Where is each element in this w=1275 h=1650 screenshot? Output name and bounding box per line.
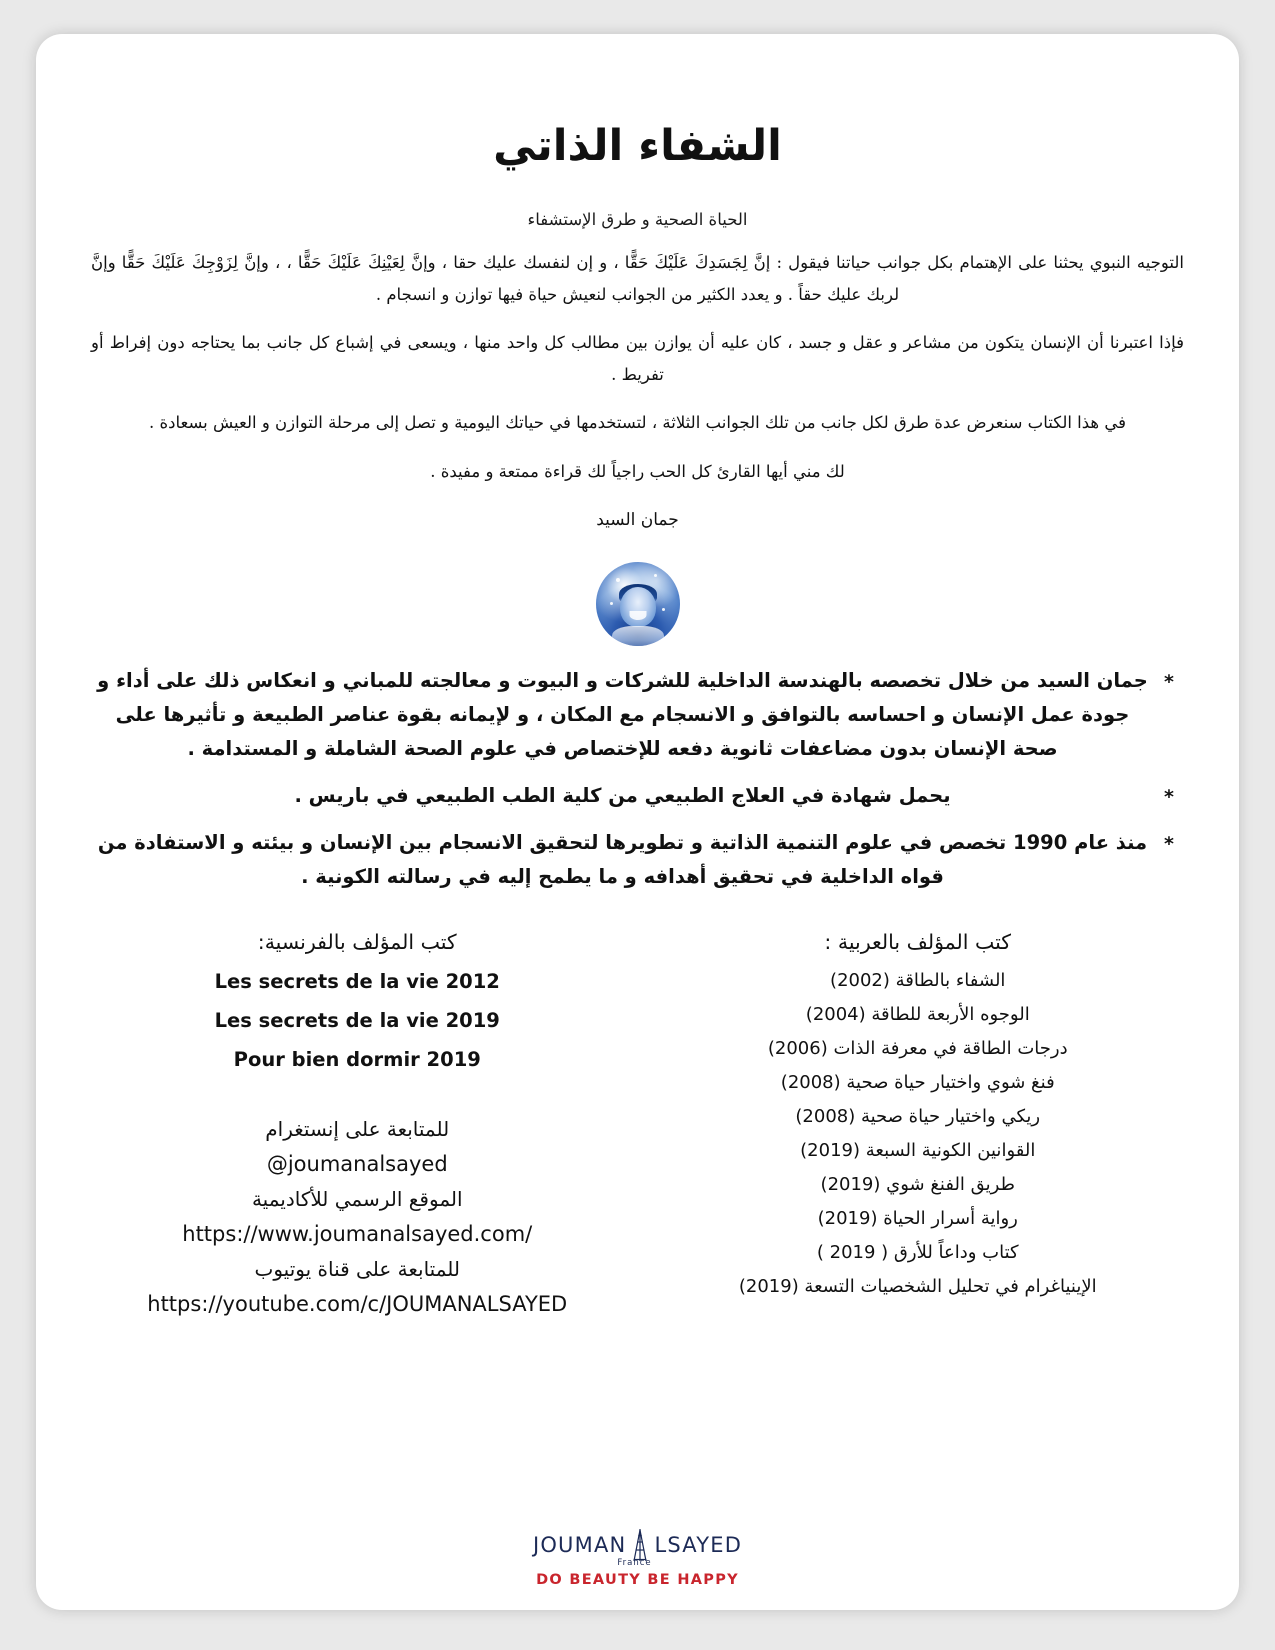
youtube-url[interactable]: https://youtube.com/c/JOUMANALSAYED bbox=[147, 1292, 568, 1317]
footer-logo bbox=[36, 1528, 1239, 1588]
list-item: الوجوه الأربعة للطاقة (2004) bbox=[805, 1004, 1030, 1026]
eiffel-tower-icon bbox=[627, 1528, 653, 1562]
bio-item-text: يحمل شهادة في العلاج الطبيعي من كلية الطب الطبيعي في باريس . bbox=[294, 783, 951, 807]
portrait-row bbox=[91, 562, 1184, 646]
brand-name-second: LSAYED bbox=[654, 1533, 743, 1557]
list-item bbox=[91, 779, 1184, 814]
list-item: Pour bien dormir 2019 bbox=[233, 1048, 481, 1072]
arabic-books-heading: كتب المؤلف بالعربية : bbox=[824, 930, 1012, 955]
document-sheet bbox=[36, 34, 1239, 1610]
intro-paragraph-4: لك مني أيها القارئ كل الحب راجياً لك قراءة ممتعة و مفيدة . bbox=[430, 461, 845, 481]
books-columns bbox=[91, 930, 1184, 1327]
asterisk-bullet-icon: * bbox=[1164, 833, 1174, 856]
bio-item-text: جمان السيد من خلال تخصصه بالهندسة الداخلية للشركات و البيوت و معالجته للمباني و انعكاس ذلك على أداء و جودة عمل الإنسان و احساسه بالتوافق و الانسجام مع المكان ، و لإيمانه بقوة عناصر الطبيعة و تأثيرها على صحة الإنسان بدون مضاعفات ثانوية دفعه للإختصاص في علوم الصحة الشاملة و المستدامة . bbox=[97, 668, 1148, 760]
portrait-torso bbox=[612, 626, 664, 646]
brand-logo-row bbox=[533, 1528, 742, 1562]
intro-section bbox=[91, 247, 1184, 530]
list-item: فنغ شوي واختيار حياة صحية (2008) bbox=[780, 1072, 1055, 1094]
list-item: طريق الفنغ شوي (2019) bbox=[820, 1174, 1015, 1196]
sparkle-icon bbox=[610, 602, 613, 605]
list-item: الشفاء بالطاقة (2002) bbox=[830, 970, 1006, 992]
intro-paragraph-3: في هذا الكتاب سنعرض عدة طرق لكل جانب من تلك الجوانب الثلاثة ، لتستخدمها في حياتك اليومية و تصل إلى مرحلة التوازن و العيش بسعادة . bbox=[148, 413, 1127, 433]
list-item bbox=[91, 664, 1184, 766]
list-item: القوانين الكونية السبعة (2019) bbox=[800, 1140, 1036, 1162]
list-item: رواية أسرار الحياة (2019) bbox=[817, 1208, 1018, 1230]
list-item bbox=[91, 826, 1184, 894]
instagram-label: للمتابعة على إنستغرام bbox=[265, 1117, 450, 1142]
website-url[interactable]: https://www.joumanalsayed.com/ bbox=[182, 1222, 533, 1247]
list-item: درجات الطاقة في معرفة الذات (2006) bbox=[767, 1038, 1068, 1060]
author-signature: جمان السيد bbox=[596, 509, 679, 530]
french-books-heading: كتب المؤلف بالفرنسية: bbox=[257, 930, 457, 955]
brand-tagline: DO BEAUTY BE HAPPY bbox=[536, 1572, 739, 1588]
instagram-handle[interactable]: @joumanalsayed bbox=[266, 1152, 448, 1177]
author-bio-list bbox=[91, 664, 1184, 894]
website-label: الموقع الرسمي للأكاديمية bbox=[251, 1187, 463, 1212]
sparkle-icon bbox=[654, 574, 657, 577]
bio-item-text: منذ عام 1990 تخصص في علوم التنمية الذاتية و تطويرها لتحقيق الانسجام بين الإنسان و بيئته و الاستفادة من قواه الداخلية في تحقيق أهدافه و ما يطمح إليه في رسالته الكونية . bbox=[97, 831, 1148, 889]
intro-paragraph-2: فإذا اعتبرنا أن الإنسان يتكون من مشاعر و عقل و جسد ، كان عليه أن يوازن بين مطالب كل واحد منها ، ويسعى في إشباع كل جانب بما يحتاجه دون إفراط أو تفريط . bbox=[91, 333, 1184, 385]
youtube-label: للمتابعة على قناة يوتيوب bbox=[254, 1257, 460, 1282]
sparkle-icon bbox=[662, 608, 665, 611]
intro-paragraph-1: التوجيه النبوي يحثنا على الإهتمام بكل جوانب حياتنا فيقول : إنَّ لِجَسَدِكَ عَلَيْكَ حَقًّا ، و إن لنفسك عليك حقا ، وإنَّ لِعَيْنِكَ عَلَيْكَ حَقًّا ، ، وإنَّ لِزَوْجِكَ عَلَيْكَ حَقًّا وإنَّ لربك عليك حقاً . و يعدد الكثير من الجوانب لنعيش حياة فيها توازن و انسجام . bbox=[91, 252, 1184, 304]
list-item: Les secrets de la vie 2019 bbox=[214, 1009, 500, 1033]
brand-name-first: JOUMAN bbox=[532, 1533, 627, 1557]
page-title: الشفاء الذاتي bbox=[493, 121, 782, 171]
list-item: كتاب وداعاً للأرق ( 2019 ) bbox=[816, 1242, 1019, 1264]
brand-country: France bbox=[617, 1558, 652, 1568]
page-subtitle: الحياة الصحية و طرق الإستشفاء bbox=[527, 209, 748, 229]
contact-block bbox=[91, 1117, 624, 1316]
asterisk-bullet-icon: * bbox=[1164, 670, 1174, 693]
french-books-and-contact-column bbox=[91, 930, 638, 1327]
portrait-face bbox=[620, 587, 656, 627]
author-portrait-image bbox=[596, 562, 680, 646]
asterisk-bullet-icon: * bbox=[1164, 785, 1174, 808]
list-item: الإينياغرام في تحليل الشخصيات التسعة (2019) bbox=[738, 1276, 1097, 1298]
list-item: ريكي واختيار حياة صحية (2008) bbox=[795, 1106, 1041, 1128]
arabic-books-column bbox=[638, 930, 1185, 1327]
list-item: Les secrets de la vie 2012 bbox=[214, 970, 500, 994]
sparkle-icon bbox=[616, 578, 620, 582]
